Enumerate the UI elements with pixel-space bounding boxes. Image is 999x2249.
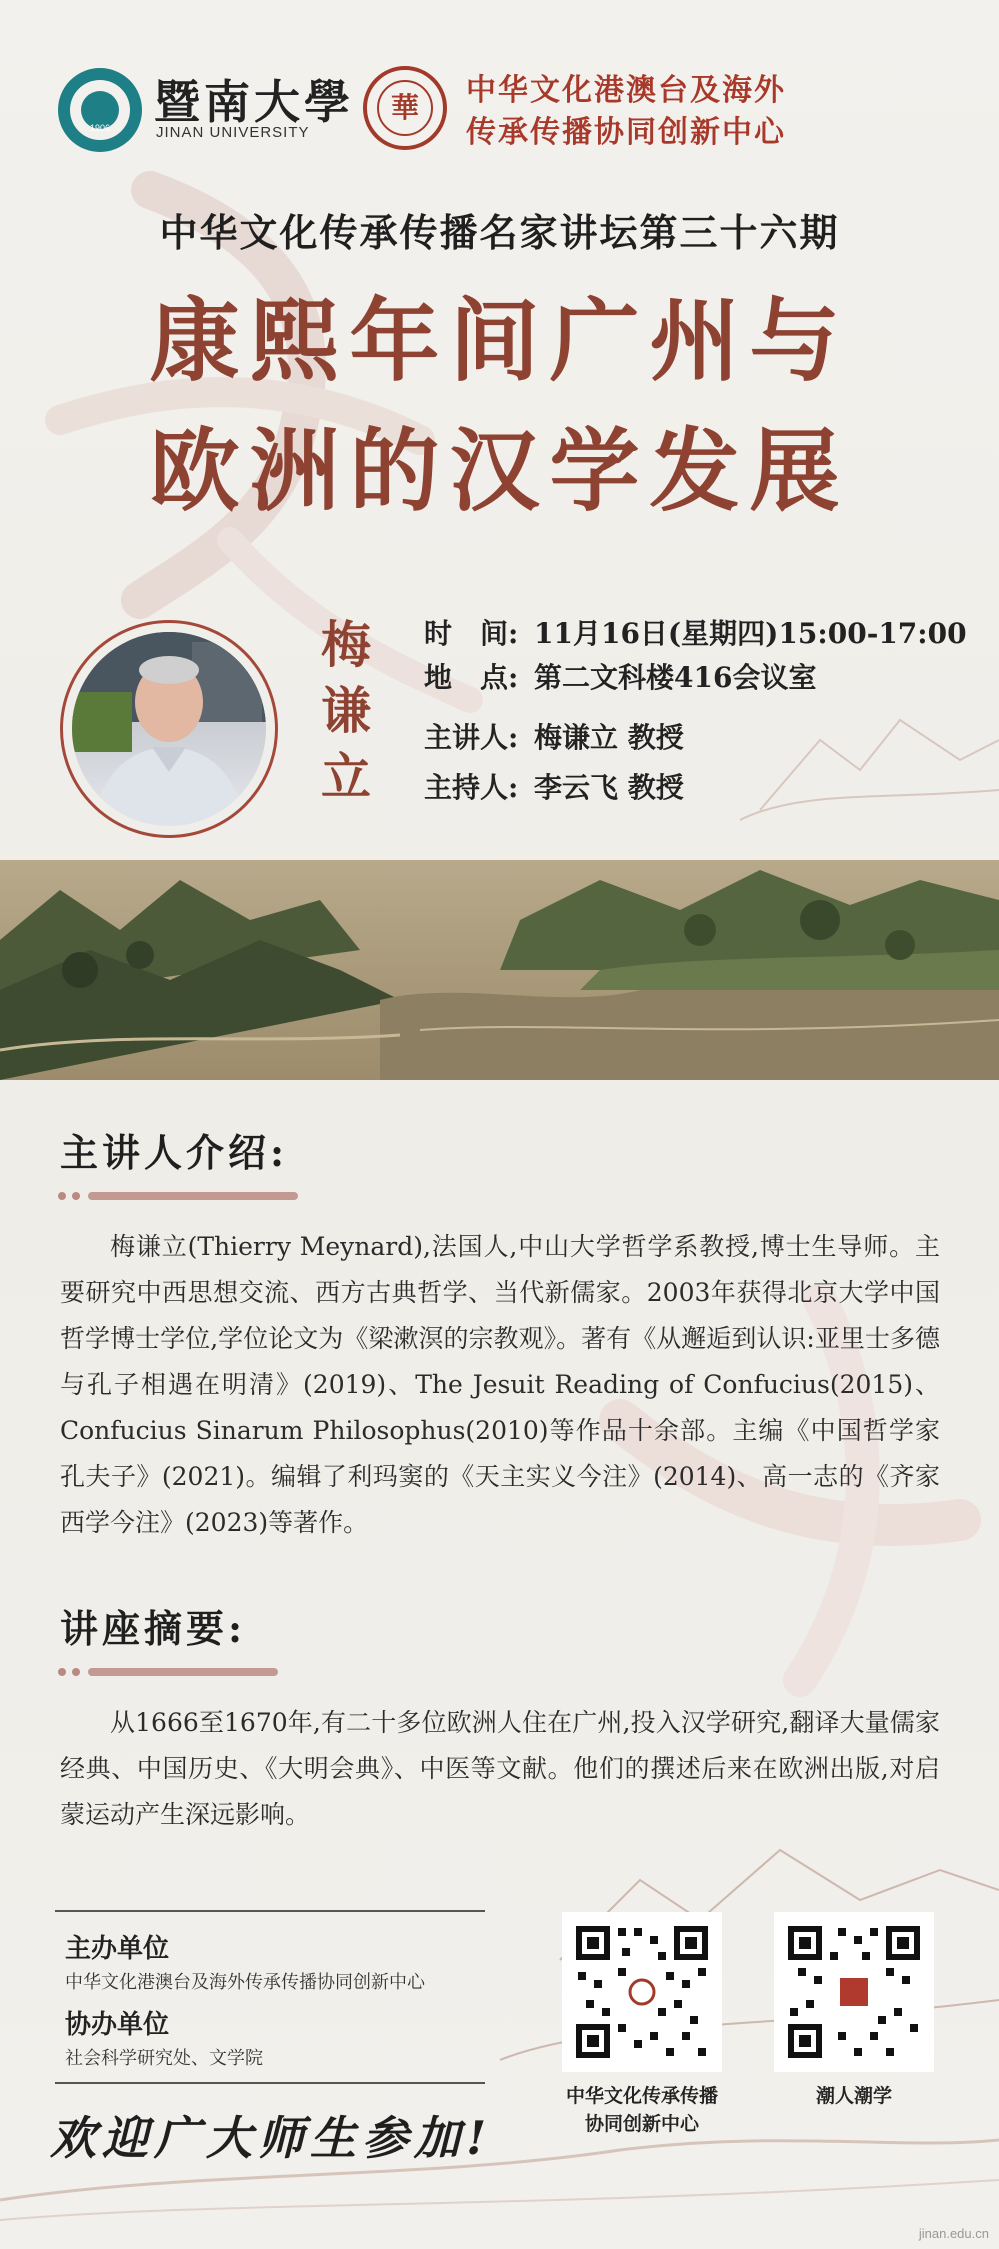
- center-seal-char: 華: [377, 80, 433, 136]
- coorganizer-label: 协办单位: [65, 2010, 170, 2040]
- qr-caption-chaoren: 潮人潮学: [815, 2085, 892, 2107]
- landscape-painting: [0, 860, 999, 1080]
- abstract-title-underline: [58, 1666, 278, 1678]
- info-speaker: [424, 716, 684, 756]
- divider: [55, 1910, 485, 1912]
- time-value: 11月16日(星期四)15:00-17:00: [534, 617, 967, 650]
- bio-title-underline: [58, 1190, 298, 1202]
- speaker-portrait: [72, 632, 266, 826]
- qr-caption-center: [540, 2082, 744, 2138]
- speaker-name-vertical: [318, 612, 374, 810]
- main-title: [0, 276, 999, 536]
- header-logos: [58, 62, 959, 152]
- organizer-value: 中华文化港澳台及海外传承传播协同创新中心: [65, 1972, 425, 1993]
- qr-code-chaoren[interactable]: [774, 1912, 934, 2072]
- qr-code-icon: [572, 1922, 712, 2062]
- landscape-painting-illustration: [0, 860, 999, 1080]
- abstract-title: 讲座摘要:: [60, 1606, 247, 1651]
- bio-text: 梅谦立(Thierry Meynard),法国人,中山大学哲学系教授,博士生导师。主要研究中西思想交流、西方古典哲学、当代新儒家。2003年获得北京大学中国哲学博士学位,学位论文为《梁漱溟的宗教观》。著有《从邂逅到认识:亚里士多德与孔子相遇在明清》(2019)、The Jesuit Reading of Confucius(2015)、Confucius Sinarum Philosophus(2010)等作品十余部。主编《中国哲学家孔夫子》(2021)。编辑了利玛窦的《天主实义今注》(2014)、高一志的《齐家西学今注》(2023)等著作。: [60, 1232, 940, 1537]
- speaker-name-char: 梅: [321, 615, 371, 674]
- center-seal-icon: [363, 66, 447, 150]
- speaker-label: 主讲人:: [424, 721, 519, 754]
- center-name-line1: 中华文化港澳台及海外: [466, 73, 786, 108]
- speaker-photo-illustration: [72, 632, 266, 826]
- speaker-name-char: 谦: [321, 681, 371, 740]
- qr-caption-line2: 协同创新中心: [584, 2113, 699, 2135]
- info-host: [424, 766, 684, 806]
- coorganizer-value: 社会科学研究处、文学院: [65, 2048, 263, 2069]
- host-value: 李云飞 教授: [534, 771, 684, 804]
- university-name-en: JINAN UNIVERSITY: [156, 124, 310, 141]
- info-time: [424, 612, 967, 652]
- place-label: 地 点:: [424, 661, 519, 694]
- host-label: 主持人:: [424, 771, 519, 804]
- time-label: 时 间:: [424, 617, 519, 650]
- seal-year: 1906: [89, 123, 111, 133]
- main-title-line1: 康熙年间广州与: [149, 288, 850, 394]
- organizer-label: 主办单位: [65, 1934, 170, 1964]
- series-title: 中华文化传承传播名家讲坛第三十六期: [159, 210, 840, 255]
- main-title-line2: 欧洲的汉学发展: [149, 418, 850, 524]
- bio-title: 主讲人介绍:: [60, 1130, 289, 1175]
- place-value: 第二文科楼416会议室: [534, 661, 817, 694]
- speaker-name-char: 立: [321, 747, 371, 806]
- qr-caption-line1: 中华文化传承传播: [565, 2085, 718, 2107]
- speaker-value: 梅谦立 教授: [534, 721, 684, 754]
- qr-code-icon: [784, 1922, 924, 2062]
- watermark: jinan.edu.cn: [918, 2226, 989, 2241]
- center-name: [466, 70, 786, 154]
- info-place: [424, 656, 816, 696]
- abstract-text: 从1666至1670年,有二十多位欧洲人住在广州,投入汉学研究,翻译大量儒家经典、中国历史、《大明会典》、中医等文献。他们的撰述后来在欧洲出版,对启蒙运动产生深远影响。: [60, 1708, 940, 1829]
- divider: [55, 2082, 485, 2084]
- welcome-slogan: 欢迎广大师生参加!: [50, 2111, 493, 2165]
- jinan-university-seal-icon: [58, 68, 142, 152]
- center-name-line2: 传承传播协同创新中心: [466, 115, 786, 150]
- qr-code-center[interactable]: [562, 1912, 722, 2072]
- university-name-cn: 暨南大學: [154, 75, 354, 129]
